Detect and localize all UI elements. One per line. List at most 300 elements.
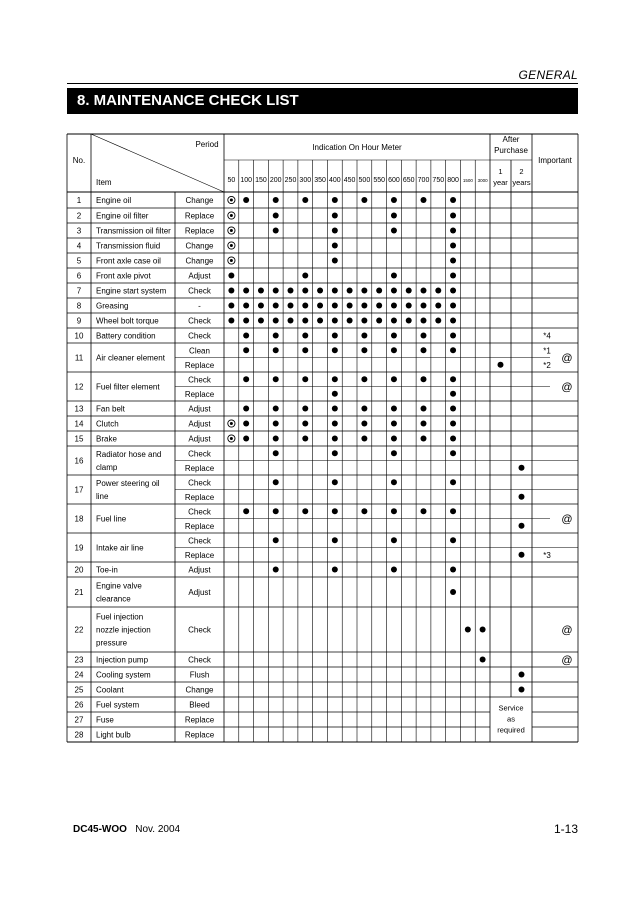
filled-dot-icon — [273, 333, 279, 339]
filled-dot-icon — [317, 303, 323, 309]
hour-label: 700 — [417, 177, 430, 184]
target-center-icon — [230, 214, 233, 217]
filled-dot-icon — [228, 318, 234, 324]
after-label: years — [512, 178, 531, 187]
header-important: Important — [538, 156, 572, 165]
period-action: Replace — [184, 211, 215, 221]
row-number: 17 — [74, 485, 84, 495]
row-number: 21 — [74, 588, 84, 597]
filled-dot-icon — [450, 479, 456, 485]
filled-dot-icon — [480, 627, 486, 633]
filled-dot-icon — [391, 479, 397, 485]
footer-date: Nov. 2004 — [135, 824, 181, 835]
filled-dot-icon — [332, 228, 338, 234]
filled-dot-icon — [347, 288, 353, 294]
filled-dot-icon — [450, 376, 456, 382]
filled-dot-icon — [243, 421, 249, 427]
filled-dot-icon — [519, 672, 525, 678]
filled-dot-icon — [302, 288, 308, 294]
period-action: Change — [185, 196, 214, 205]
filled-dot-icon — [332, 303, 338, 309]
filled-dot-icon — [347, 303, 353, 309]
filled-dot-icon — [243, 288, 249, 294]
period-action: Replace — [184, 521, 215, 531]
row-number: 2 — [76, 211, 82, 221]
item-name: Intake air line — [96, 543, 144, 553]
at-symbol-icon: @ — [561, 352, 573, 365]
filled-dot-icon — [450, 303, 456, 309]
item-name: Transmission fluid — [96, 241, 161, 251]
hour-label: 200 — [269, 177, 282, 184]
period-action: Replace — [184, 715, 215, 725]
filled-dot-icon — [421, 318, 427, 324]
row-number: 7 — [76, 286, 82, 296]
filled-dot-icon — [243, 406, 249, 412]
hour-label: 350 — [314, 177, 326, 184]
filled-dot-icon — [361, 197, 367, 203]
filled-dot-icon — [391, 288, 397, 294]
filled-dot-icon — [243, 303, 249, 309]
row-number: 22 — [74, 625, 84, 635]
item-name: Power steering oil — [96, 479, 160, 488]
item-name: Fuel line — [96, 514, 127, 524]
filled-dot-icon — [465, 627, 471, 633]
filled-dot-icon — [243, 376, 249, 382]
filled-dot-icon — [450, 243, 456, 249]
target-center-icon — [230, 229, 233, 232]
hour-label: 150 — [255, 177, 267, 184]
filled-dot-icon — [450, 589, 456, 595]
header-purchase: Purchase — [494, 146, 528, 155]
item-name: Front axle case oil — [96, 256, 161, 266]
filled-dot-icon — [391, 197, 397, 203]
filled-dot-icon — [258, 303, 264, 309]
filled-dot-icon — [288, 318, 294, 324]
filled-dot-icon — [317, 318, 323, 324]
period-action: Replace — [184, 550, 215, 560]
period-action: Check — [188, 625, 211, 635]
target-center-icon — [230, 422, 233, 425]
filled-dot-icon — [450, 421, 456, 427]
row-number: 9 — [76, 316, 82, 326]
item-name: Radiator hose and — [96, 450, 162, 459]
service-note: required — [497, 725, 525, 735]
period-action: Adjust — [188, 404, 211, 414]
filled-dot-icon — [332, 567, 338, 573]
filled-dot-icon — [361, 347, 367, 353]
filled-dot-icon — [332, 197, 338, 203]
filled-dot-icon — [450, 567, 456, 573]
row-number: 5 — [76, 256, 82, 266]
header-after: After — [502, 135, 520, 144]
row-number: 28 — [74, 730, 84, 740]
filled-dot-icon — [391, 228, 397, 234]
filled-dot-icon — [391, 273, 397, 279]
after-label: 1 — [498, 167, 503, 176]
filled-dot-icon — [228, 273, 234, 279]
period-action: Clean — [189, 346, 210, 356]
period-action: Check — [188, 655, 211, 665]
filled-dot-icon — [406, 288, 412, 294]
at-symbol-icon: @ — [561, 381, 573, 394]
period-action: Adjust — [188, 434, 211, 444]
filled-dot-icon — [332, 421, 338, 427]
period-action: Replace — [184, 492, 215, 502]
filled-dot-icon — [361, 436, 367, 442]
filled-dot-icon — [288, 303, 294, 309]
filled-dot-icon — [228, 303, 234, 309]
filled-dot-icon — [332, 376, 338, 382]
filled-dot-icon — [450, 197, 456, 203]
row-number: 16 — [74, 456, 84, 466]
filled-dot-icon — [302, 376, 308, 382]
period-action: Replace — [184, 360, 215, 370]
filled-dot-icon — [273, 213, 279, 219]
hour-label: 750 — [432, 177, 445, 184]
filled-dot-icon — [421, 406, 427, 412]
filled-dot-icon — [302, 318, 308, 324]
target-center-icon — [230, 244, 233, 247]
filled-dot-icon — [435, 318, 441, 324]
row-number: 27 — [74, 715, 84, 725]
row-number: 1 — [76, 196, 82, 205]
filled-dot-icon — [332, 391, 338, 397]
filled-dot-icon — [435, 303, 441, 309]
period-action: Check — [188, 449, 211, 459]
hour-label: 3000 — [477, 178, 488, 183]
item-name: Injection pump — [96, 655, 149, 665]
item-name: clamp — [96, 463, 118, 472]
filled-dot-icon — [332, 333, 338, 339]
filled-dot-icon — [376, 288, 382, 294]
hour-label: 450 — [343, 177, 356, 184]
filled-dot-icon — [347, 318, 353, 324]
filled-dot-icon — [480, 657, 486, 663]
service-note: as — [507, 714, 515, 724]
filled-dot-icon — [273, 436, 279, 442]
filled-dot-icon — [421, 347, 427, 353]
filled-dot-icon — [450, 508, 456, 514]
filled-dot-icon — [361, 406, 367, 412]
service-note: Service — [498, 703, 524, 713]
filled-dot-icon — [243, 508, 249, 514]
period-action: Change — [185, 256, 214, 266]
filled-dot-icon — [228, 288, 234, 294]
item-name: Coolant — [96, 685, 124, 695]
filled-dot-icon — [421, 288, 427, 294]
important-note: *1 — [543, 346, 551, 356]
section-label: GENERAL — [518, 68, 578, 82]
item-name: Fan belt — [96, 404, 125, 414]
hour-label: 400 — [328, 177, 341, 184]
row-number: 18 — [74, 514, 84, 524]
filled-dot-icon — [273, 508, 279, 514]
period-action: Replace — [184, 463, 215, 473]
filled-dot-icon — [421, 508, 427, 514]
filled-dot-icon — [273, 288, 279, 294]
period-action: Replace — [184, 389, 215, 399]
item-name: Toe-in — [96, 565, 118, 575]
filled-dot-icon — [450, 450, 456, 456]
filled-dot-icon — [302, 421, 308, 427]
filled-dot-icon — [361, 376, 367, 382]
filled-dot-icon — [450, 436, 456, 442]
filled-dot-icon — [391, 567, 397, 573]
filled-dot-icon — [302, 347, 308, 353]
row-number: 20 — [74, 565, 84, 575]
target-center-icon — [230, 199, 233, 202]
filled-dot-icon — [391, 213, 397, 219]
filled-dot-icon — [273, 303, 279, 309]
period-action: Replace — [184, 226, 215, 236]
important-note: *3 — [543, 550, 551, 560]
at-symbol-icon: @ — [561, 624, 573, 637]
filled-dot-icon — [519, 494, 525, 500]
header-indication: Indication On Hour Meter — [312, 143, 402, 152]
filled-dot-icon — [519, 465, 525, 471]
filled-dot-icon — [302, 273, 308, 279]
row-number: 13 — [74, 404, 84, 414]
item-name: Clutch — [96, 419, 119, 429]
period-action: Check — [188, 478, 211, 488]
filled-dot-icon — [391, 406, 397, 412]
filled-dot-icon — [243, 347, 249, 353]
hour-label: 100 — [240, 177, 253, 184]
hour-label: 550 — [373, 177, 386, 184]
filled-dot-icon — [332, 406, 338, 412]
target-center-icon — [230, 437, 233, 440]
filled-dot-icon — [332, 479, 338, 485]
filled-dot-icon — [332, 243, 338, 249]
filled-dot-icon — [450, 258, 456, 264]
target-center-icon — [230, 259, 233, 262]
item-name: Air cleaner element — [96, 353, 165, 363]
footer-model — [73, 824, 180, 835]
filled-dot-icon — [421, 333, 427, 339]
period-action: Change — [185, 241, 214, 251]
filled-dot-icon — [450, 537, 456, 543]
filled-dot-icon — [302, 303, 308, 309]
row-number: 10 — [74, 331, 84, 341]
footer-model-code: DC45-WOO — [73, 824, 127, 835]
filled-dot-icon — [406, 318, 412, 324]
item-name: Engine oil filter — [96, 211, 149, 221]
filled-dot-icon — [361, 303, 367, 309]
filled-dot-icon — [273, 376, 279, 382]
page-number: 1-13 — [553, 822, 578, 836]
filled-dot-icon — [391, 508, 397, 514]
filled-dot-icon — [332, 347, 338, 353]
row-number: 14 — [74, 419, 84, 429]
period-action: Flush — [189, 670, 210, 680]
row-number: 15 — [74, 434, 84, 444]
at-symbol-icon: @ — [561, 513, 573, 526]
hour-label: 500 — [358, 177, 371, 184]
hour-label: 1500 — [462, 178, 473, 183]
filled-dot-icon — [391, 333, 397, 339]
filled-dot-icon — [273, 450, 279, 456]
item-name: Brake — [96, 434, 117, 444]
item-name: Fuel injection — [96, 612, 144, 622]
filled-dot-icon — [450, 391, 456, 397]
filled-dot-icon — [391, 436, 397, 442]
filled-dot-icon — [376, 303, 382, 309]
header-no: No. — [72, 156, 86, 165]
filled-dot-icon — [332, 450, 338, 456]
filled-dot-icon — [273, 421, 279, 427]
page-title: 8. MAINTENANCE CHECK LIST — [67, 88, 578, 114]
filled-dot-icon — [273, 537, 279, 543]
filled-dot-icon — [361, 421, 367, 427]
filled-dot-icon — [391, 347, 397, 353]
row-number: 3 — [76, 226, 82, 236]
item-name: Fuse — [96, 715, 114, 725]
item-name: Wheel bolt torque — [96, 316, 159, 326]
filled-dot-icon — [519, 523, 525, 529]
period-action: Check — [188, 536, 211, 546]
period-action: Check — [188, 316, 211, 326]
filled-dot-icon — [273, 567, 279, 573]
period-action: Adjust — [188, 419, 211, 429]
filled-dot-icon — [273, 318, 279, 324]
period-action: Check — [188, 331, 211, 341]
filled-dot-icon — [421, 376, 427, 382]
filled-dot-icon — [391, 303, 397, 309]
filled-dot-icon — [519, 552, 525, 558]
item-name: Fuel system — [96, 700, 140, 710]
filled-dot-icon — [243, 436, 249, 442]
row-number: 6 — [76, 271, 82, 281]
row-number: 19 — [74, 543, 84, 553]
filled-dot-icon — [361, 508, 367, 514]
filled-dot-icon — [450, 213, 456, 219]
row-number: 24 — [74, 670, 84, 680]
filled-dot-icon — [450, 406, 456, 412]
filled-dot-icon — [450, 333, 456, 339]
after-label: 2 — [519, 167, 524, 176]
header-item: Item — [96, 178, 112, 187]
period-action: Check — [188, 507, 211, 517]
filled-dot-icon — [273, 347, 279, 353]
period-action: Replace — [184, 730, 215, 740]
filled-dot-icon — [288, 288, 294, 294]
filled-dot-icon — [302, 406, 308, 412]
filled-dot-icon — [361, 318, 367, 324]
period-action: Bleed — [189, 700, 210, 710]
filled-dot-icon — [450, 228, 456, 234]
filled-dot-icon — [332, 288, 338, 294]
filled-dot-icon — [406, 303, 412, 309]
filled-dot-icon — [332, 436, 338, 442]
item-name: Fuel filter element — [96, 382, 160, 392]
item-name: Engine start system — [96, 286, 167, 296]
item-name: Light bulb — [96, 730, 131, 740]
important-note: *4 — [543, 331, 551, 341]
filled-dot-icon — [391, 376, 397, 382]
row-number: 25 — [74, 685, 84, 695]
item-name: Engine valve — [96, 581, 142, 591]
row-number: 12 — [74, 382, 84, 392]
filled-dot-icon — [302, 333, 308, 339]
filled-dot-icon — [450, 288, 456, 294]
row-number: 8 — [76, 301, 82, 311]
filled-dot-icon — [302, 197, 308, 203]
filled-dot-icon — [435, 288, 441, 294]
filled-dot-icon — [391, 318, 397, 324]
filled-dot-icon — [376, 318, 382, 324]
filled-dot-icon — [421, 421, 427, 427]
row-number: 26 — [74, 700, 84, 710]
hour-label: 600 — [388, 177, 400, 184]
at-symbol-icon: @ — [561, 654, 573, 667]
filled-dot-icon — [243, 318, 249, 324]
item-name: pressure — [96, 638, 128, 648]
hour-label: 650 — [402, 177, 415, 184]
filled-dot-icon — [332, 213, 338, 219]
filled-dot-icon — [273, 197, 279, 203]
hour-label: 300 — [299, 177, 312, 184]
row-number: 23 — [74, 655, 84, 665]
hour-label: 800 — [447, 177, 459, 184]
filled-dot-icon — [332, 508, 338, 514]
item-name: Front axle pivot — [96, 271, 151, 281]
filled-dot-icon — [391, 537, 397, 543]
filled-dot-icon — [450, 318, 456, 324]
filled-dot-icon — [273, 228, 279, 234]
filled-dot-icon — [317, 288, 323, 294]
filled-dot-icon — [332, 318, 338, 324]
filled-dot-icon — [332, 258, 338, 264]
filled-dot-icon — [302, 436, 308, 442]
period-action: Check — [188, 286, 211, 296]
item-name: nozzle injection — [96, 625, 151, 635]
item-name: Battery condition — [96, 331, 156, 341]
row-number: 4 — [76, 241, 82, 251]
filled-dot-icon — [498, 362, 504, 368]
after-label: year — [493, 178, 508, 187]
filled-dot-icon — [243, 333, 249, 339]
filled-dot-icon — [273, 479, 279, 485]
period-action: Change — [185, 685, 214, 695]
item-name: Transmission oil filter — [96, 226, 171, 236]
filled-dot-icon — [302, 508, 308, 514]
filled-dot-icon — [421, 197, 427, 203]
filled-dot-icon — [421, 436, 427, 442]
hour-label: 50 — [227, 177, 236, 184]
filled-dot-icon — [450, 273, 456, 279]
filled-dot-icon — [391, 450, 397, 456]
item-name: Cooling system — [96, 670, 151, 680]
filled-dot-icon — [450, 347, 456, 353]
row-number: 11 — [74, 353, 84, 363]
important-note: *2 — [543, 360, 551, 370]
filled-dot-icon — [243, 197, 249, 203]
filled-dot-icon — [391, 421, 397, 427]
period-action: Adjust — [188, 588, 211, 597]
item-name: Greasing — [96, 301, 129, 311]
header-period: Period — [195, 140, 219, 149]
filled-dot-icon — [332, 537, 338, 543]
filled-dot-icon — [361, 288, 367, 294]
filled-dot-icon — [258, 288, 264, 294]
item-name: line — [96, 492, 109, 501]
filled-dot-icon — [421, 303, 427, 309]
filled-dot-icon — [361, 333, 367, 339]
period-action: Adjust — [188, 565, 211, 575]
period-action: Adjust — [188, 271, 211, 281]
period-action: Check — [188, 375, 211, 385]
item-name: clearance — [96, 594, 131, 604]
